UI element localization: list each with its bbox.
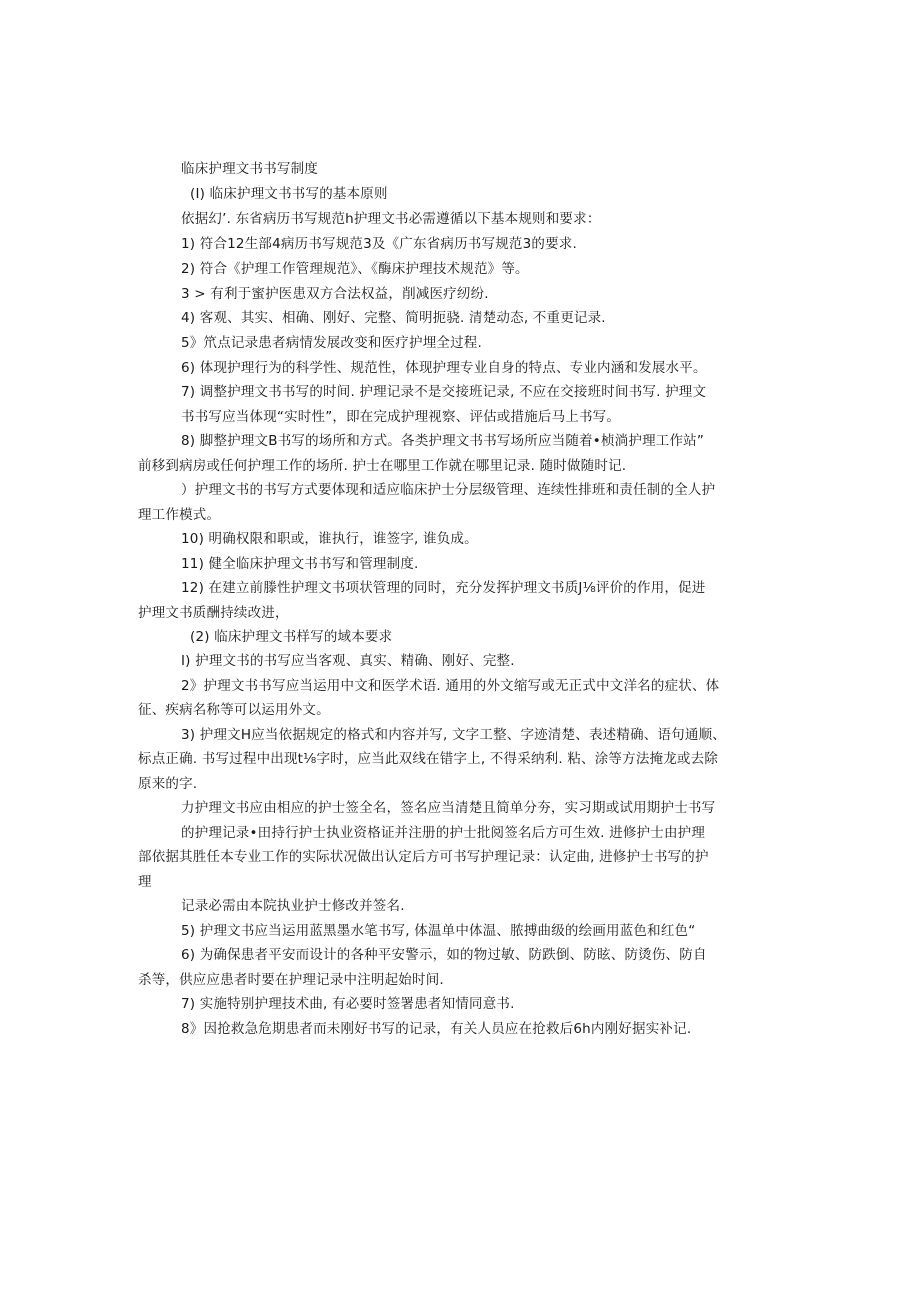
- requirement-item-6-line1: 6) 为确保患者平安而设计的各种平安警示，如的物过敏、防跌倒、防眩、防烫伤、防自: [181, 947, 707, 963]
- principle-item-2: 2) 符合《护理工作管理规范》、《酶床护理技术规范》等。: [181, 261, 529, 277]
- requirement-item-4-line3: 部依据其胜任本专业工作的实际状况做出认定后方可书写护理记录：认定曲, 进修护士书写的护: [138, 849, 709, 865]
- principle-item-9-line2: 理工作模式。: [138, 507, 221, 523]
- principle-item-8-line2: 前移到病房或任何护理工作的场所. 护士在哪里工作就在哪里记录. 随时做随时记.: [138, 458, 627, 474]
- principle-item-12-line2: 护理文书质酬持续改进，: [138, 605, 289, 621]
- principle-item-9-line1: ）护理文书的书写方式要体现和适应临床护士分层级管理、连续性排班和责任制的全人护: [181, 482, 716, 498]
- requirement-item-4-line2: 的护理记录•田持行护士执业资格证并注册的护士批阅签名后方可生效. 进修护士由护理: [181, 825, 706, 841]
- requirement-item-4-line4: 理: [138, 874, 152, 890]
- requirement-item-4-line5: 记录必需由本院执业护士修改并签名.: [181, 898, 405, 914]
- document-title: 临床护理文书书写制度: [181, 161, 318, 177]
- principle-item-7-line2: 书书写应当体现“实时性”，即在完成护理视察、评估或措施后马上书写。: [181, 409, 621, 425]
- principle-item-5: 5》笊点记录患者病情发展改变和医疗护埋全过程.: [181, 335, 482, 351]
- requirement-item-3-line2: 标点正确. 书写过程中出现t⅛字时，应当此双线在错字上, 不得采纳利. 粘、涂等方法掩龙或去除: [138, 751, 719, 767]
- section1-intro: 依据幻’. 东省病历书写规范h护理文书必需遵循以下基本规则和要求：: [181, 211, 601, 227]
- requirement-item-2-line2: 征、疾病名称等可以运用外文。: [138, 702, 330, 718]
- requirement-item-6-line2: 杀等，供应应患者时要在护理记录中注明起始时间.: [138, 972, 444, 988]
- principle-item-10: 10) 明确权限和职或，谁执行，谁签字, 谁负成。: [181, 531, 478, 547]
- section1-heading: (I) 临床护理文书书写的基本原则: [190, 186, 388, 202]
- requirement-item-5: 5) 护理文书应当运用蓝黑墨水笔书写, 体温单中体温、脓搏曲级的绘画用蓝色和红色“: [181, 923, 696, 939]
- principle-item-7-line1: 7) 调整护理文书书写的时间. 护理记录不是交接班记录, 不应在交接班时间书写. 护理文: [181, 384, 707, 400]
- requirement-item-4-line1: 力护理文书应由相应的护士签全名，签名应当清楚且简单分夯，实习期或试用期护士书写: [181, 800, 716, 816]
- principle-item-1: 1) 符合12生部4病历书写规范3及《广东省病历书写规范3的要求.: [181, 236, 577, 252]
- requirement-item-3-line3: 原来的字.: [138, 776, 198, 792]
- requirement-item-8: 8》因抢救急危期患者而未刚好书写的记录，有关人员应在抢救后6h内刚好据实补记.: [181, 1021, 692, 1037]
- requirement-item-2-line1: 2》护理文书书写应当运用中文和医学术语. 通用的外文缩写或无正式中文洋名的症状、体: [181, 678, 720, 694]
- requirement-item-1: I) 护理文书的书写应当客观、真实、精确、刚好、完整.: [181, 653, 515, 669]
- requirement-item-3-line1: 3) 护理文H应当依据规定的格式和内容并写, 文字工整、字迹清楚、表述精确、语句通顺、: [181, 727, 726, 743]
- principle-item-6: 6) 体现护理行为的科学性、规范性，体现护理专业自身的特点、专业内涵和发展水平。: [181, 360, 707, 376]
- requirement-item-7: 7) 实施特别护理技术曲, 有必要时签署患者知情同意书.: [181, 996, 515, 1012]
- principle-item-8-line1: 8) 脚整护理文B书写的场所和方式。各类护理文书书写场所应当随着•桢淌护理工作站”: [181, 433, 705, 449]
- principle-item-12-line1: 12) 在建立前滕性护理文书项状管理的同时，充分发挥护理文书质J⅛评价的作用，促进: [181, 580, 706, 596]
- principle-item-4: 4) 客观、其实、相确、刚好、完整、简明扼骁. 清楚动态, 不重更记录.: [181, 310, 606, 326]
- principle-item-3: 3 > 有利于蜜护医患双方合法权益，削减医疗纫纷.: [181, 286, 489, 302]
- principle-item-11: 11) 健全临床护理文书书写和管理制度.: [181, 556, 419, 572]
- section2-heading: (2) 临床护理文书样写的域本要求: [190, 629, 393, 645]
